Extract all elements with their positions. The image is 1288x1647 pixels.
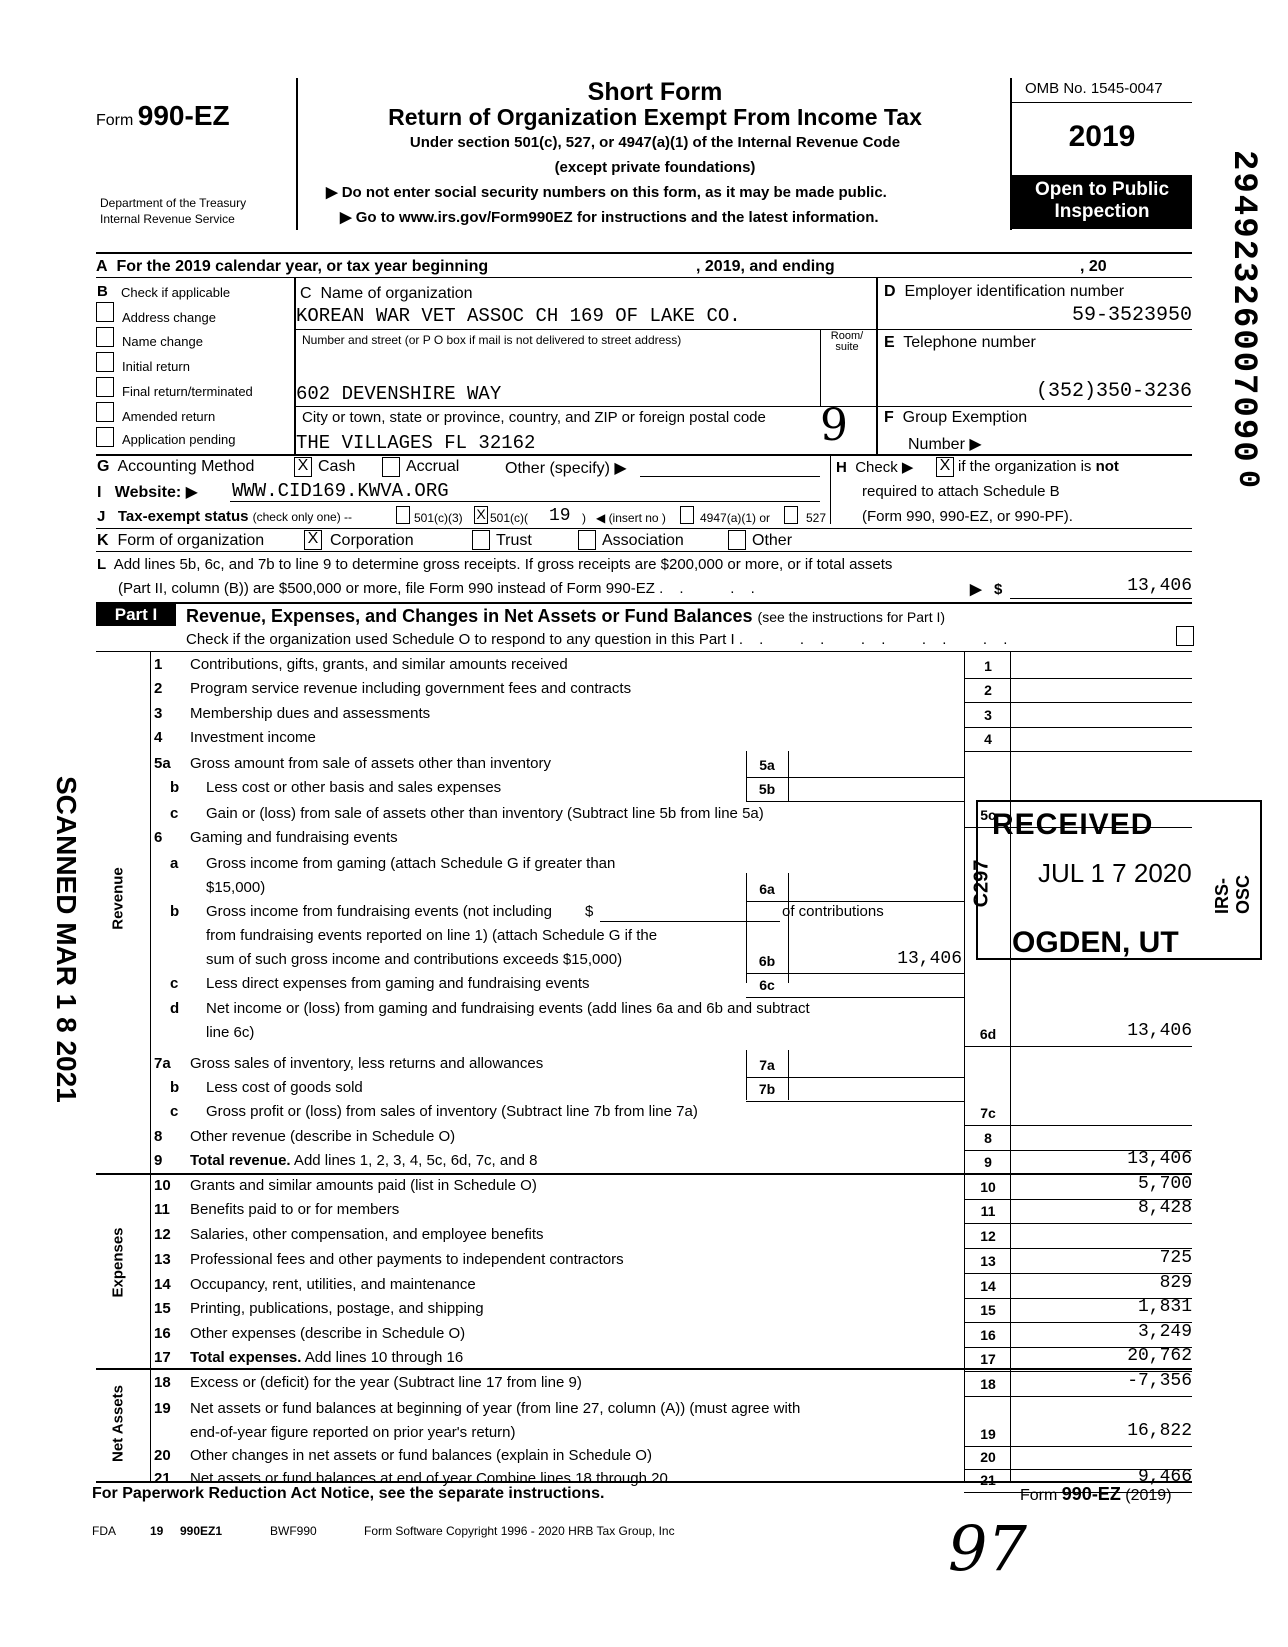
- checkbox-4947[interactable]: [680, 506, 694, 524]
- footer-code3: BWF990: [270, 1524, 317, 1538]
- line-number: 21: [154, 1470, 171, 1487]
- dept-irs: Internal Revenue Service: [100, 212, 235, 226]
- line-box-value: 16,822: [1127, 1421, 1192, 1441]
- line-text: Gross sales of inventory, less returns and allowances: [190, 1055, 544, 1072]
- line-number: d: [170, 1000, 180, 1017]
- line-box-label: 4: [984, 731, 992, 747]
- corporation-label: Corporation: [330, 532, 414, 549]
- checkbox-accrual[interactable]: [382, 457, 400, 477]
- line-box-rule: [964, 1446, 1192, 1447]
- cash-label: Cash: [318, 458, 356, 475]
- other-specify-label: Other (specify) ▶: [505, 460, 627, 477]
- row-l-text2: (Part II, column (B)) are $500,000 or more, file Form 990 instead of Form 990-EZ . . . .: [118, 580, 761, 597]
- checkbox-501c3[interactable]: [396, 506, 410, 524]
- line-text: Gross amount from sale of assets other than inventory: [190, 755, 552, 772]
- form-number: 990-EZ: [137, 100, 230, 131]
- line-text-cont: end-of-year figure reported on prior year's return): [190, 1424, 516, 1441]
- footer-form: Form 990-EZ (2019): [1020, 1484, 1172, 1504]
- row-j: J Tax-exempt status (check only one) --: [97, 508, 353, 525]
- x-mark: X: [297, 457, 309, 474]
- line-number: 17: [154, 1349, 171, 1366]
- line-box-label: 20: [980, 1449, 996, 1465]
- line-text: Total expenses. Add lines 10 through 16: [190, 1349, 464, 1366]
- footer-copyright: Form Software Copyright 1996 - 2020 HRB Tax Group, Inc: [364, 1524, 675, 1538]
- footer-code2: 990EZ1: [180, 1524, 223, 1538]
- line-box-value: 829: [1159, 1273, 1192, 1293]
- room-suite-label: Room/ suite: [830, 330, 864, 353]
- line-text-cont: $15,000): [206, 879, 266, 896]
- line-text: Net assets or fund balances at beginning of year (from line 27, column (A)) (must agree with: [190, 1400, 801, 1417]
- line-box-label: 19: [980, 1426, 996, 1442]
- sub-box-label: 6a: [759, 881, 775, 897]
- line-text: Benefits paid to or for members: [190, 1201, 400, 1218]
- line-text: Less cost or other basis and sales expenses: [206, 779, 502, 796]
- checkbox-cash[interactable]: [294, 457, 312, 477]
- line-box-value: 9,466: [1137, 1467, 1192, 1487]
- application-pending-label: Application pending: [122, 432, 236, 447]
- line-box-rule: [964, 751, 1192, 752]
- line-text: Other revenue (describe in Schedule O): [190, 1128, 456, 1145]
- line-box-value: 13,406: [1127, 1021, 1192, 1041]
- footer-notice: For Paperwork Reduction Act Notice, see the separate instructions.: [92, 1485, 605, 1502]
- line-text: Investment income: [190, 729, 316, 746]
- line-box-label: 7c: [980, 1105, 996, 1121]
- line-box-rule: [964, 1223, 1192, 1224]
- line-number: b: [170, 779, 180, 796]
- received-stamp-irs-osc: IRS-OSC: [1212, 874, 1253, 914]
- row-a: A For the 2019 calendar year, or tax year beginning: [96, 258, 489, 275]
- line-box-label: 12: [980, 1228, 996, 1244]
- sub-box-label: 5b: [758, 781, 776, 797]
- line-box-label: 13: [980, 1253, 996, 1269]
- c-label: C Name of organization: [300, 285, 473, 302]
- checkbox-name-change[interactable]: [96, 327, 114, 347]
- x-mark: X: [939, 457, 951, 474]
- checkbox-other[interactable]: [728, 530, 746, 550]
- line-dollar: $: [585, 903, 594, 920]
- line-number: 4: [154, 729, 163, 746]
- line-text: Occupancy, rent, utilities, and maintenance: [190, 1276, 476, 1293]
- received-stamp: [970, 800, 1262, 960]
- j-501c-number: 19: [549, 506, 571, 526]
- line-number: 3: [154, 705, 163, 722]
- sub-box-line: [746, 901, 964, 902]
- x-mark: X: [476, 506, 486, 522]
- part-1-title: Revenue, Expenses, and Changes in Net Assets or Fund Balances (see the instructions for Part I): [186, 606, 946, 626]
- line-box-rule: [964, 702, 1192, 703]
- line-box-label: 8: [984, 1130, 992, 1146]
- row-h-text4: (Form 990, 990-EZ, or 990-PF).: [862, 508, 1073, 525]
- checkbox-amended-return[interactable]: [96, 402, 114, 422]
- line-box-rule: [964, 1125, 1192, 1126]
- x-mark: X: [307, 530, 319, 547]
- checkbox-schedule-b[interactable]: [936, 457, 954, 477]
- line-number: c: [170, 975, 179, 992]
- line-box-label: 15: [980, 1302, 996, 1318]
- line-text: Gross profit or (loss) from sales of inventory (Subtract line 7b from line 7a): [206, 1103, 698, 1120]
- line-text: Less direct expenses from gaming and fundraising events: [206, 975, 590, 992]
- sub-box-line: [746, 1077, 964, 1078]
- org-name-value: KOREAN WAR VET ASSOC CH 169 OF LAKE CO.: [296, 305, 741, 327]
- line-box-value: 725: [1159, 1248, 1192, 1268]
- scanned-stamp: SCANNED MAR 1 8 2021: [51, 776, 82, 1103]
- accrual-label: Accrual: [406, 458, 460, 475]
- line-number: a: [170, 855, 179, 872]
- box-b-letter: B: [97, 283, 108, 300]
- line-text: Professional fees and other payments to independent contractors: [190, 1251, 624, 1268]
- sub-box-label: 6b: [758, 953, 776, 969]
- line-number: 16: [154, 1325, 171, 1342]
- line-number: 9: [154, 1152, 163, 1169]
- section-expenses: Expenses: [109, 1227, 127, 1298]
- line-number: 7a: [154, 1055, 171, 1072]
- line-number: 5a: [154, 755, 171, 772]
- other-label: Other: [752, 532, 793, 549]
- e-label: E Telephone number: [884, 334, 1036, 351]
- j-4947-label: 4947(a)(1) or: [700, 511, 771, 525]
- line-box-value: 20,762: [1127, 1346, 1192, 1366]
- street-value: 602 DEVENSHIRE WAY: [296, 383, 502, 405]
- line-text: Salaries, other compensation, and employee benefits: [190, 1226, 544, 1243]
- sub-box-label: 7b: [758, 1081, 776, 1097]
- line-box-rule: [964, 1396, 1192, 1397]
- row-a-end: , 20: [1080, 258, 1107, 275]
- j-close-paren: ): [582, 511, 586, 525]
- line-text: Net assets or fund balances at end of year Combine lines 18 through 20: [190, 1470, 668, 1487]
- part-1-tag: Part I: [96, 604, 176, 626]
- line-box-label: 3: [984, 707, 992, 723]
- line-number: 18: [154, 1374, 171, 1391]
- line-box-rule: [964, 1046, 1192, 1047]
- line-text-cont: from fundraising events reported on line 1) (attach Schedule G if the: [206, 927, 658, 944]
- row-a-mid: , 2019, and ending: [696, 258, 835, 275]
- address-change-label: Address change: [122, 310, 216, 325]
- checkbox-527[interactable]: [784, 506, 798, 524]
- received-stamp-c297: C297: [970, 859, 993, 908]
- row-i-label: I Website: ▶: [97, 484, 198, 501]
- line-box-value: 5,700: [1137, 1174, 1192, 1194]
- line-number: 10: [154, 1177, 171, 1194]
- line-number: 1: [154, 656, 163, 673]
- form-word: Form: [96, 112, 134, 129]
- line-box-label: 10: [980, 1179, 996, 1195]
- part-1-check-text: Check if the organization used Schedule O to respond to any question in this Part I . . . . . . . . . .: [186, 631, 1014, 648]
- line-box-label: 11: [980, 1203, 996, 1219]
- checkbox-corporation[interactable]: [304, 530, 322, 550]
- omb-number: OMB No. 1545-0047: [1025, 80, 1163, 97]
- section-revenue: Revenue: [109, 867, 127, 930]
- phone-value: (352)350-3236: [1035, 380, 1192, 403]
- line-number: 13: [154, 1251, 171, 1268]
- street-label: Number and street (or P O box if mail is not delivered to street address): [302, 333, 682, 347]
- line-text: Gross income from gaming (attach Schedule G if greater than: [206, 855, 616, 872]
- trust-label: Trust: [496, 532, 532, 549]
- title-short-form: Short Form: [587, 78, 723, 106]
- line-text: Less cost of goods sold: [206, 1079, 363, 1096]
- final-return-label: Final return/terminated: [122, 384, 253, 399]
- checkbox-final-return[interactable]: [96, 377, 114, 397]
- sub-box-line: [746, 1101, 964, 1102]
- line-box-label: 6d: [979, 1026, 997, 1042]
- checkbox-address-change[interactable]: [96, 302, 114, 322]
- line-text: Gaming and fundraising events: [190, 829, 398, 846]
- checkbox-501c[interactable]: [474, 506, 488, 524]
- note-website: ▶ Go to www.irs.gov/Form990EZ for instructions and the latest information.: [340, 209, 879, 226]
- sub-box-line: [746, 973, 964, 974]
- name-change-label: Name change: [122, 334, 203, 349]
- sub-box-value: 13,406: [897, 949, 962, 969]
- d-label: D Employer identification number: [884, 283, 1125, 300]
- checkbox-initial-return[interactable]: [96, 352, 114, 372]
- gross-receipts-value: 13,406: [1127, 576, 1192, 596]
- checkbox-association[interactable]: [578, 530, 596, 550]
- line-box-value: 1,831: [1137, 1297, 1192, 1317]
- sub-box-line: [746, 801, 964, 802]
- sub-box-label: 6c: [759, 977, 775, 993]
- subtitle-code: Under section 501(c), 527, or 4947(a)(1) of the Internal Revenue Code: [409, 134, 901, 151]
- line-text: Contributions, gifts, grants, and similar amounts received: [190, 656, 568, 673]
- row-l-text1: L Add lines 5b, 6c, and 7b to line 9 to determine gross receipts. If gross receipts are $200,000 or more, or if total assets: [97, 556, 893, 573]
- footer-code1: 19: [150, 1524, 164, 1538]
- footer-fda: FDA: [92, 1524, 116, 1538]
- line-number: b: [170, 903, 180, 920]
- open-inspection-badge: Open to Public Inspection: [1012, 175, 1192, 229]
- line-text: Other expenses (describe in Schedule O): [190, 1325, 466, 1342]
- line-box-label: 17: [980, 1351, 996, 1367]
- line-number: 14: [154, 1276, 171, 1293]
- line-number: c: [170, 805, 179, 822]
- sub-box-label: 7a: [759, 1057, 775, 1073]
- j-527-label: 527: [806, 511, 827, 525]
- checkbox-application-pending[interactable]: [96, 427, 114, 447]
- form-label: [96, 100, 230, 132]
- note-ssn: ▶ Do not enter social security numbers on this form, as it may be made public.: [326, 184, 887, 201]
- row-l-dollar: ▶ $: [970, 581, 1003, 598]
- line-text: Gain or (loss) from sale of assets other than inventory (Subtract line 5b from line 5a): [206, 805, 764, 822]
- row-h: H Check ▶: [836, 459, 914, 476]
- line-box-value: -7,356: [1127, 1371, 1192, 1391]
- line-box-label: 18: [980, 1376, 996, 1392]
- row-k-label: K Form of organization: [97, 532, 265, 549]
- line-number: b: [170, 1079, 180, 1096]
- line-text: Excess or (deficit) for the year (Subtract line 17 from line 9): [190, 1374, 582, 1391]
- line-text-cont: line 6c): [206, 1024, 255, 1041]
- line-number: c: [170, 1103, 179, 1120]
- row-h-text3: required to attach Schedule B: [862, 483, 1060, 500]
- line-text: Printing, publications, postage, and shipping: [190, 1300, 484, 1317]
- line-number: 20: [154, 1447, 171, 1464]
- line-text: Other changes in net assets or fund balances (explain in Schedule O): [190, 1447, 652, 1464]
- line-text: Grants and similar amounts paid (list in Schedule O): [190, 1177, 537, 1194]
- line-number: 11: [154, 1201, 170, 1218]
- title-return: Return of Organization Exempt From Income Tax: [388, 104, 922, 130]
- row-g-label: G Accounting Method: [97, 458, 255, 475]
- line-box-label: 1: [984, 658, 992, 674]
- line-text-after: of contributions: [782, 903, 884, 920]
- j-501c3-label: 501(c)(3): [414, 511, 463, 525]
- line-box-label: 2: [984, 682, 992, 698]
- amended-return-label: Amended return: [122, 409, 216, 424]
- line-text: Total revenue. Add lines 1, 2, 3, 4, 5c, 6d, 7c, and 8: [190, 1152, 538, 1169]
- f-label: F Group Exemption: [884, 409, 1028, 426]
- tax-year: 2019: [1068, 120, 1136, 153]
- line-box-value: 3,249: [1137, 1322, 1192, 1342]
- dln-suffix: 0: [1230, 470, 1264, 489]
- city-value: THE VILLAGES FL 32162: [296, 432, 536, 454]
- line-box-label: 9: [984, 1154, 992, 1170]
- dept-treasury: Department of the Treasury: [100, 196, 247, 210]
- line-number: 6: [154, 829, 163, 846]
- sub-box-line: [746, 997, 964, 998]
- subtitle-except: (except private foundations): [554, 159, 756, 176]
- line-box-value: 13,406: [1127, 1149, 1192, 1169]
- j-501c-label: 501(c)(: [490, 511, 529, 525]
- checkbox-schedule-o[interactable]: [1176, 626, 1194, 646]
- handwritten-number: 97: [948, 1512, 1027, 1585]
- city-label: City or town, state or province, country, and ZIP or foreign postal code: [302, 409, 766, 426]
- association-label: Association: [602, 532, 684, 549]
- line-text: Net income or (loss) from gaming and fundraising events (add lines 6a and 6b and subtract: [206, 1000, 810, 1017]
- line-box-label: 16: [980, 1327, 996, 1343]
- dln-stamp: 29492326007090: [1224, 150, 1262, 464]
- line-box-rule: [964, 678, 1192, 679]
- line-number: 2: [154, 680, 163, 697]
- line-number: 12: [154, 1226, 171, 1243]
- received-stamp-date: JUL 1 7 2020: [1038, 858, 1192, 888]
- checkbox-trust[interactable]: [472, 530, 490, 550]
- website-value: WWW.CID169.KWVA.ORG: [232, 480, 449, 502]
- line-box-label: 21: [980, 1472, 996, 1488]
- initial-return-label: Initial return: [122, 359, 190, 374]
- line-box-rule: [964, 727, 1192, 728]
- received-stamp-city: OGDEN, UT: [1012, 926, 1179, 959]
- line-text: Gross income from fundraising events (not including: [206, 903, 552, 920]
- section-net-assets-label: Net Assets: [109, 1385, 127, 1462]
- sub-box-line: [746, 777, 964, 778]
- j-insert-note: ◀ (insert no ): [596, 511, 666, 525]
- line-box-label: 5c: [980, 807, 996, 823]
- line-text: Membership dues and assessments: [190, 705, 431, 722]
- line-box-label: 14: [980, 1278, 996, 1294]
- ein-value: 59-3523950: [1071, 304, 1192, 327]
- line-number: 8: [154, 1128, 163, 1145]
- box-b-title: Check if applicable: [121, 285, 231, 300]
- line-underline: [600, 921, 780, 922]
- sub-box-label: 5a: [759, 757, 775, 773]
- line-number: 19: [154, 1400, 171, 1417]
- line-box-value: 8,428: [1137, 1198, 1192, 1218]
- line-number: 15: [154, 1300, 171, 1317]
- received-stamp-title: RECEIVED: [992, 808, 1154, 841]
- line-text-cont: sum of such gross income and contributions exceeds $15,000): [206, 951, 623, 968]
- line-text: Program service revenue including government fees and contracts: [190, 680, 632, 697]
- row-h-text: if the organization is not: [958, 458, 1119, 475]
- f-label-number: Number ▶: [908, 436, 982, 453]
- handwritten-nine: 9: [820, 400, 848, 451]
